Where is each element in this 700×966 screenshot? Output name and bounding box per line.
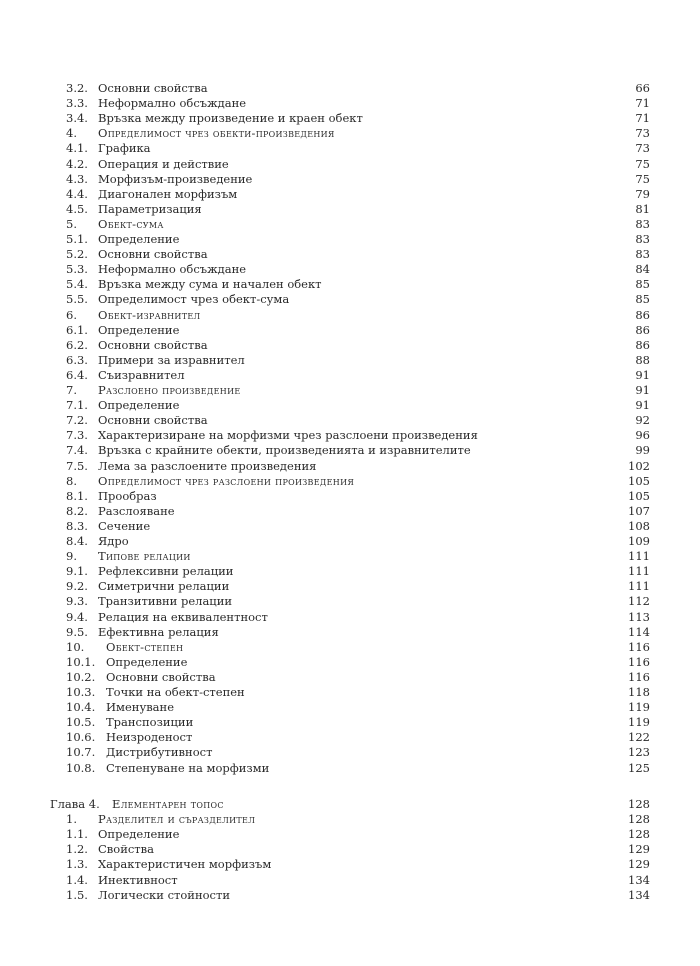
toc-entry-title: Определимост чрез обекти-произведения [98,126,335,141]
toc-entry-number: 1.5. [66,887,88,902]
toc-section [0,308,700,323]
toc-entry-title: Графика [98,141,151,156]
toc-entry-title: Неформално обсъждане [98,96,247,111]
toc-entry-number: 9.4. [66,609,88,624]
toc-page-number: 83 [635,216,650,231]
toc-page-number: 129 [628,842,650,857]
toc-subsection [0,157,700,172]
toc-entry-number: 1.2. [66,842,88,857]
toc-subsection [0,625,700,640]
toc-entry-number: 7.1. [66,398,88,413]
toc-entry-number: 8.3. [66,518,88,533]
toc-page-number: 85 [635,292,650,307]
toc-entry-title: Определение [98,827,180,842]
toc-entry-title: Операция и действие [98,156,229,171]
toc-page-number: 86 [635,322,650,337]
toc-subsection [0,504,700,519]
toc-subsection [0,141,700,156]
toc-entry-title: Връзка между сума и начален обект [98,277,322,292]
toc-subsection [0,443,700,458]
toc-entry-title: Неформално обсъждане [98,262,247,277]
toc-page-number: 134 [628,887,650,902]
toc-subsection [0,187,700,202]
toc-subsection [0,81,700,96]
toc-entry-number: 5.4. [66,277,88,292]
toc-page-number: 134 [628,872,650,887]
toc-entry-title: Характеристичен морфизъм [98,857,272,872]
toc-subsection [0,323,700,338]
toc-subsection [0,534,700,549]
toc-entry-title: Степенуване на морфизми [106,760,270,775]
toc-entry-title: Разслояване [98,503,175,518]
toc-subsection [0,655,700,670]
toc-page-number: 92 [635,413,650,428]
toc-entry-title: Дистрибутивност [106,745,213,760]
toc-entry-title: Обект-степен [106,639,184,654]
toc-page-number: 111 [628,564,650,579]
toc-entry-title: Типове релации [98,549,191,564]
toc-subsection [0,111,700,126]
toc-subsection [0,519,700,534]
toc-entry-number: 9.1. [66,564,88,579]
toc-subsection [0,857,700,872]
toc-page-number: 91 [635,383,650,397]
toc-section [0,549,700,564]
toc-entry-title: Определение [106,654,188,669]
toc-entry-title: Определимост чрез разслоени произведения [98,473,355,488]
toc-entry-number: 4.1. [66,141,88,156]
toc-subsection [0,247,700,262]
toc-subsection [0,842,700,857]
toc-entry-title: Инективност [98,872,178,887]
toc-entry-number: 4.2. [66,156,88,171]
toc-page-number: 119 [628,715,650,730]
toc-page-number: 119 [628,700,650,715]
toc-page-number: 113 [628,609,650,624]
toc-page-number: 116 [628,654,650,669]
toc-entry-number: 10.2. [66,669,96,684]
toc-page-number: 109 [628,534,650,548]
toc-section [0,383,700,398]
toc-entry-number: 6. [66,307,77,322]
toc-page-number: 125 [628,760,650,775]
toc-page-number: 107 [628,503,650,518]
toc-subsection [0,594,700,609]
toc-page-number: 83 [635,232,650,246]
toc-entry-number: 9. [66,549,77,564]
toc-entry-title: Основни свойства [98,247,208,262]
toc-entry-number: 10.7. [66,745,96,760]
toc-entry-number: 5.1. [66,232,88,246]
toc-subsection [0,262,700,277]
toc-entry-title: Основни свойства [98,337,208,352]
toc-page-number: 88 [635,352,650,367]
toc-page-number: 111 [628,579,650,594]
toc-entry-title: Обект-изравнител [98,307,201,322]
toc-page-number: 129 [628,857,650,872]
toc-entry-title: Транзитивни релации [98,594,233,609]
toc-entry-number: 9.3. [66,594,88,609]
toc-page-number: 99 [635,443,650,458]
toc-entry-number: 5.5. [66,292,88,307]
toc-page-number: 75 [635,156,650,171]
toc-entry-title: Връзка между произведение и краен обект [98,111,363,126]
toc-subsection [0,338,700,353]
toc-entry-number: 1.1. [66,827,88,842]
toc-entry-number: 4. [66,126,77,141]
toc-entry-number: 8.4. [66,534,88,548]
toc-subsection [0,368,700,383]
toc-entry-number: 9.2. [66,579,88,594]
toc-section [0,217,700,232]
toc-entry-title: Основни свойства [106,669,216,684]
toc-chapter [0,797,700,812]
toc-subsection [0,413,700,428]
toc-entry-number: 9.5. [66,624,88,639]
toc-entry-title: Лема за разслоените произведения [98,458,317,473]
toc-subsection [0,888,700,903]
toc-entry-number: 10.1. [66,654,96,669]
toc-entry-number: 7.3. [66,428,88,443]
toc-entry-number: 7.5. [66,458,88,473]
toc-page-number: 79 [635,186,650,201]
toc-page-number: 128 [628,827,650,842]
toc-entry-title: Разделител и съразделител [98,812,256,827]
toc-page-number: 83 [635,247,650,262]
toc-subsection [0,202,700,217]
toc-entry-title: Връзка с крайните обекти, произведенията и изравнителите [98,443,471,458]
toc-entry-title: Неизроденост [106,730,193,745]
toc-subsection [0,685,700,700]
toc-entry-number: 1. [66,812,77,827]
toc-entry-title: Параметризация [98,201,202,216]
toc-entry-title: Определение [98,322,180,337]
toc-subsection [0,610,700,625]
toc-entry-title: Логически стойности [98,887,231,902]
toc-entry-title: Свойства [98,842,154,857]
toc-page-number: 73 [635,141,650,156]
toc-page-number: 116 [628,669,650,684]
toc-entry-title: Определение [98,232,180,246]
toc-page-number: 128 [628,797,650,811]
toc-entry-number: 1.4. [66,872,88,887]
toc-subsection [0,277,700,292]
toc-subsection [0,96,700,111]
toc-entry-title: Ядро [98,534,129,548]
toc-subsection [0,873,700,888]
toc-entry-number: 7.4. [66,443,88,458]
toc-entry-title: Симетрични релации [98,579,230,594]
toc-entry-title: Сечение [98,518,151,533]
toc-entry-number: 3.3. [66,96,88,111]
toc-entry-title: Елементарен топос [112,797,224,811]
toc-page-number: 128 [628,812,650,827]
toc-entry-number: 6.2. [66,337,88,352]
toc-subsection [0,827,700,842]
toc-section [0,640,700,655]
toc-entry-number: 10. [66,639,85,654]
toc-entry-number: 6.1. [66,322,88,337]
toc-entry-number: 10.4. [66,700,96,715]
toc-entry-number: 8. [66,473,77,488]
toc-page-number: 112 [628,594,650,609]
toc-page-number: 71 [635,96,650,111]
toc-entry-number: 10.6. [66,730,96,745]
toc-page-number: 96 [635,428,650,443]
toc-subsection [0,745,700,760]
toc-entry-number: 3.2. [66,81,88,95]
toc-entry-title: Ефективна релация [98,624,219,639]
toc-entry-title: Точки на обект-степен [106,685,245,699]
toc-page-number: 84 [635,262,650,277]
toc-page-number: 118 [628,685,650,699]
toc-entry-number: 5. [66,216,77,231]
toc-subsection [0,564,700,579]
toc-subsection [0,670,700,685]
toc-page-number: 71 [635,111,650,126]
toc-page-number: 91 [635,398,650,413]
toc-page-number: 86 [635,337,650,352]
toc-entry-title: Основни свойства [98,413,208,428]
toc-section [0,474,700,489]
toc-page-number: 123 [628,745,650,760]
toc-entry-number: 8.1. [66,488,88,503]
toc-entry-title: Именуване [106,700,175,715]
toc-entry-number: 1.3. [66,857,88,872]
toc-entry-title: Разслоено произведение [98,383,241,397]
toc-entry-title: Примери за изравнител [98,352,245,367]
toc-subsection [0,489,700,504]
toc-subsection [0,761,700,776]
toc-entry-title: Определимост чрез обект-сума [98,292,290,307]
toc-page-number: 114 [628,624,650,639]
toc-entry-number: 8.2. [66,503,88,518]
toc-page-number: 116 [628,639,650,654]
toc-entry-number: 5.2. [66,247,88,262]
toc-entry-number: 6.3. [66,352,88,367]
toc-entry-number: 10.8. [66,760,96,775]
toc-entry-number: 4.4. [66,186,88,201]
toc-subsection [0,700,700,715]
toc-subsection [0,730,700,745]
toc-page-number: 102 [628,458,650,473]
toc-entry-title: Морфизъм-произведение [98,171,253,186]
toc-section [0,812,700,827]
toc-entry-title: Определение [98,398,180,413]
toc-entry-number: 7.2. [66,413,88,428]
toc-subsection [0,459,700,474]
toc-entry-number: 3.4. [66,111,88,126]
toc-page-number: 105 [628,488,650,503]
toc-page-number: 91 [635,367,650,382]
toc-entry-number: Глава 4. [50,797,100,811]
toc-entry-number: 6.4. [66,367,88,382]
toc-page-number: 75 [635,171,650,186]
toc-subsection [0,172,700,187]
toc-entry-number: 7. [66,383,77,397]
toc-subsection [0,428,700,443]
toc-entry-title: Релация на еквивалентност [98,609,268,624]
toc-subsection [0,232,700,247]
toc-page-number: 105 [628,473,650,488]
toc-entry-number: 10.5. [66,715,96,730]
toc-entry-number: 4.3. [66,171,88,186]
toc-page-number: 66 [635,81,650,95]
toc-entry-title: Транспозиции [106,715,194,730]
toc-page-number: 73 [635,126,650,141]
toc-entry-title: Рефлексивни релации [98,564,234,579]
toc-entry-title: Прообраз [98,488,157,503]
toc-entry-number: 4.5. [66,201,88,216]
toc-entry-title: Диагонален морфизъм [98,186,238,201]
toc-entry-number: 10.3. [66,685,96,699]
toc-page-number: 108 [628,518,650,533]
toc-entry-title: Обект-сума [98,216,164,231]
toc-subsection [0,353,700,368]
toc-page-number: 111 [628,549,650,564]
toc-entry-title: Съизравнител [98,367,185,382]
toc-entry-title: Характеризиране на морфизми чрез разслоени произведения [98,428,478,443]
toc-page-number: 81 [635,201,650,216]
toc-subsection [0,292,700,307]
toc-page-number: 86 [635,307,650,322]
toc-subsection [0,579,700,594]
toc-subsection [0,398,700,413]
toc-page-number: 85 [635,277,650,292]
toc-entry-number: 5.3. [66,262,88,277]
toc-entry-title: Основни свойства [98,81,208,95]
toc-section [0,126,700,141]
toc-page-number: 122 [628,730,650,745]
toc-subsection [0,715,700,730]
